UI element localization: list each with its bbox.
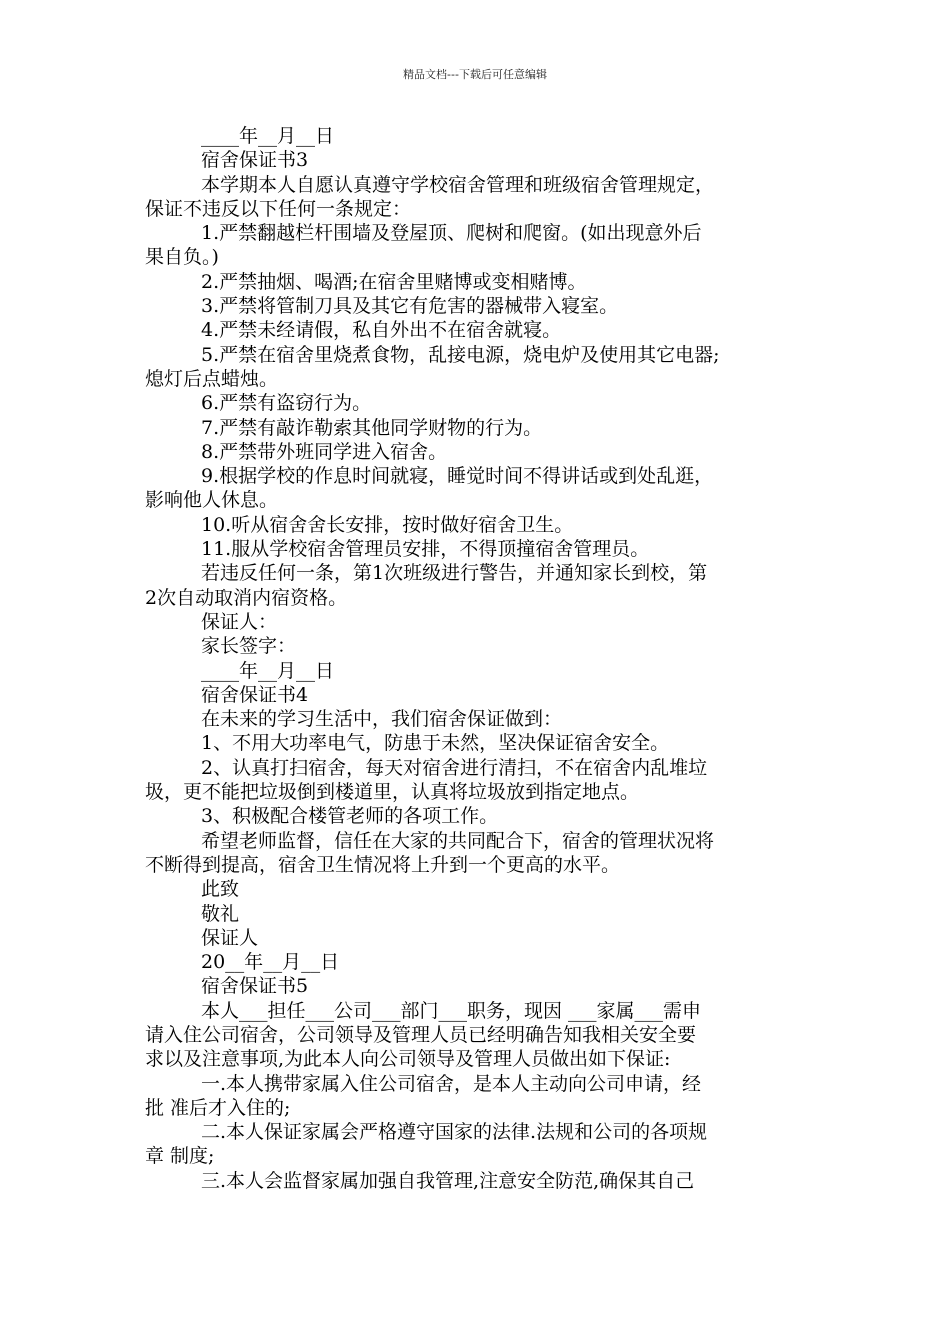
text-line: 熄灯后点蜡烛。 [145, 367, 279, 390]
text-line: 宿舍保证书3 [201, 149, 309, 172]
text-line: 8.严禁带外班同学进入宿舍。 [201, 440, 448, 463]
text-line: 批 准后才入住的; [145, 1096, 291, 1119]
text-line: 11.服从学校宿舍管理员安排，不得顶撞宿舍管理员。 [201, 538, 650, 561]
text-line: 2.严禁抽烟、喝酒;在宿舍里赌博或变相赌博。 [201, 270, 587, 293]
text-line: 求以及注意事项,为此本人向公司领导及管理人员做出如下保证: [145, 1048, 671, 1071]
text-line: 二.本人保证家属会严格遵守国家的法律.法规和公司的各项规 [201, 1121, 708, 1144]
text-line: 4.严禁未经请假，私自外出不在宿舍就寝。 [201, 319, 562, 342]
text-line: 10.听从宿舍舍长安排，按时做好宿舍卫生。 [201, 513, 574, 536]
text-line: 希望老师监督，信任在大家的共同配合下，宿舍的管理状况将 [201, 829, 715, 852]
text-line: 保证不违反以下任何一条规定： [145, 197, 412, 220]
text-line: ____年__月__日 [201, 659, 335, 682]
text-line: 在未来的学习生活中，我们宿舍保证做到： [201, 708, 563, 731]
text-line: 6.严禁有盗窃行为。 [201, 392, 372, 415]
text-line: 5.严禁在宿舍里烧煮食物，乱接电源，烧电炉及使用其它电器; [201, 343, 720, 366]
text-line: 1.严禁翻越栏杆围墙及登屋顶、爬树和爬窗。(如出现意外后 [201, 222, 702, 245]
document-body [145, 124, 805, 1193]
text-line: 请入住公司宿舍，公司领导及管理人员已经明确告知我相关安全要 [145, 1023, 697, 1046]
text-line: 圾，更不能把垃圾倒到楼道里，认真将垃圾放到指定地点。 [145, 781, 640, 804]
text-line: 本人___担任___公司___部门___职务，现因 ___家属___需申 [201, 999, 702, 1022]
text-line: 一.本人携带家属入住公司宿舍，是本人主动向公司申请，经 [201, 1072, 702, 1095]
text-line: 本学期本人自愿认真遵守学校宿舍管理和班级宿舍管理规定， [201, 173, 715, 196]
text-line: 影响他人休息。 [145, 489, 279, 512]
text-line: 三.本人会监督家属加强自我管理,注意安全防范,确保其自己 [201, 1169, 695, 1192]
text-line: 家长签字： [201, 635, 297, 658]
text-line: 敬礼 [201, 902, 240, 925]
text-line: 若违反任何一条，第1次班级进行警告，并通知家长到校，第 [201, 562, 708, 585]
text-line: 章 制度; [145, 1145, 215, 1168]
text-line: 2、认真打扫宿舍，每天对宿舍进行清扫，不在宿舍内乱堆垃 [201, 756, 708, 779]
text-line: 宿舍保证书4 [201, 683, 309, 706]
text-line: 20__年__月__日 [201, 951, 340, 974]
text-line: 保证人 [201, 926, 259, 949]
text-line: 1、不用大功率电气，防患于未然，坚决保证宿舍安全。 [201, 732, 670, 755]
text-line: 7.严禁有敲诈勒索其他同学财物的行为。 [201, 416, 543, 439]
text-line: 9.根据学校的作息时间就寝，睡觉时间不得讲话或到处乱逛， [201, 465, 714, 488]
text-line: 此致 [201, 878, 240, 901]
text-line: 3、积极配合楼管老师的各项工作。 [201, 805, 499, 828]
text-line: 宿舍保证书5 [201, 975, 309, 998]
text-line: 2次自动取消内宿资格。 [145, 586, 348, 609]
page-header: 精品文档---下载后可任意编辑 [403, 68, 547, 81]
text-line: 保证人： [201, 610, 278, 633]
text-line: ____年__月__日 [201, 125, 335, 147]
text-line: 不断得到提高，宿舍卫生情况将上升到一个更高的水平。 [145, 853, 621, 876]
text-line: 3.严禁将管制刀具及其它有危害的器械带入寝室。 [201, 295, 619, 318]
text-line: 果自负。) [145, 246, 219, 269]
